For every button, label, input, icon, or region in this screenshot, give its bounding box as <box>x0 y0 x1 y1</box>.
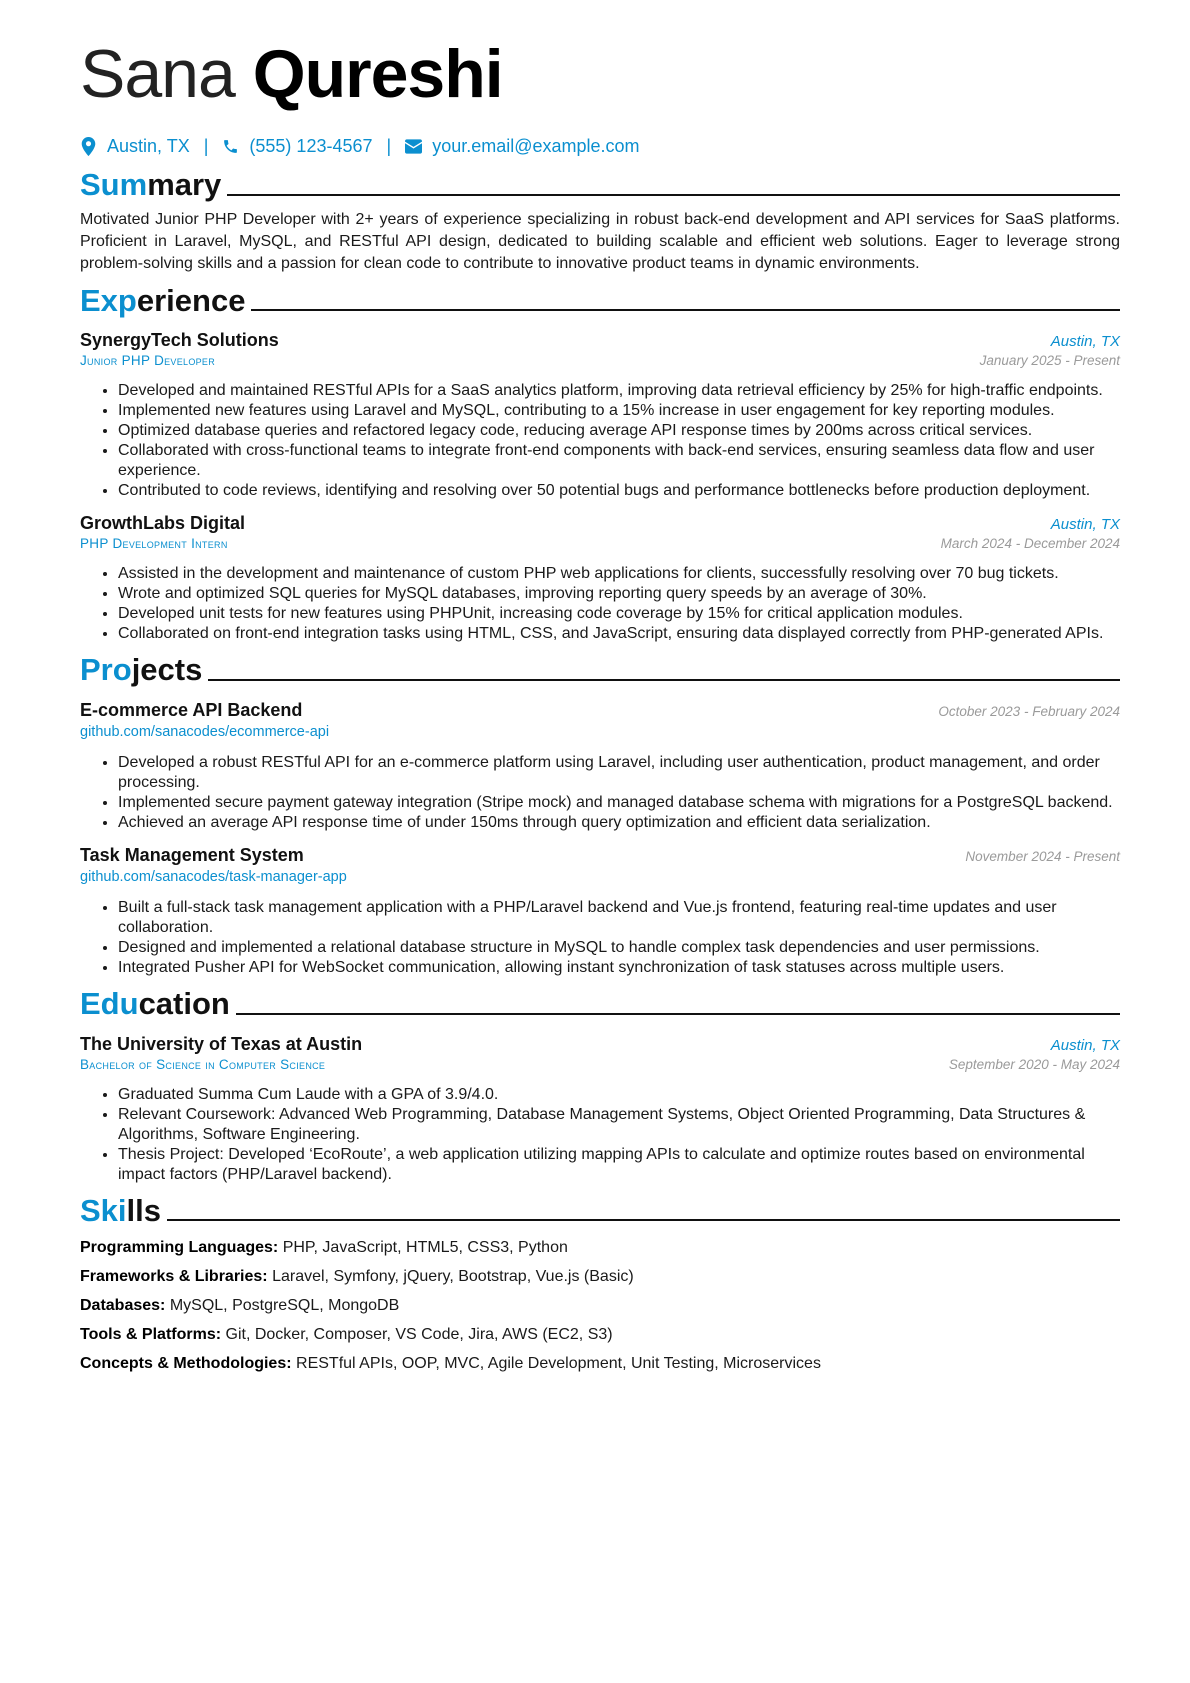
job-role: PHP Development Intern <box>80 536 228 552</box>
job-role: Junior PHP Developer <box>80 353 216 369</box>
summary-text: Motivated Junior PHP Developer with 2+ years of experience specializing in robust back-end development and API services for SaaS platforms. Proficient in Laravel, MySQL, and RESTful API design, dedicated to building scalable and efficient web solutions. Eager to leverage strong problem-solving skills and a passion for clean code to contribute to innovative product teams in dynamic environments. <box>80 210 1120 272</box>
email-text: your.email@example.com <box>432 136 640 156</box>
project-title: Task Management System <box>80 844 304 865</box>
section-rule <box>167 1219 1120 1221</box>
section-title: Projects <box>80 652 203 688</box>
project-dates: November 2024 - Present <box>965 848 1120 864</box>
section-rule <box>251 309 1120 311</box>
project-link[interactable]: github.com/sanacodes/ecommerce-api <box>80 723 330 740</box>
experience-entry <box>80 513 1120 644</box>
list-item: • Developed a robust RESTful API for an e-commerce platform using Laravel, including user authentication, product management, and order processing. <box>118 753 1120 793</box>
bullet-list <box>80 381 1120 501</box>
bullet-list <box>80 753 1120 833</box>
bullet-list <box>80 898 1120 978</box>
phone-icon <box>222 137 239 156</box>
list-item: • Collaborated on front-end integration tasks using HTML, CSS, and JavaScript, ensuring data displayed correctly from PHP-generated APIs. <box>118 624 1120 644</box>
section-title: Experience <box>80 282 246 318</box>
section-title: Skills <box>80 1192 161 1228</box>
contact-bar <box>80 136 1120 157</box>
skill-row <box>80 1326 1120 1344</box>
skill-value: RESTful APIs, OOP, MVC, Agile Development, Unit Testing, Microservices <box>296 1355 821 1373</box>
first-name: Sana <box>80 36 235 112</box>
last-name: Qureshi <box>252 36 503 112</box>
project-entry <box>80 700 1120 833</box>
job-location: Austin, TX <box>1050 516 1120 534</box>
section-title: Education <box>80 985 230 1021</box>
skill-label: Frameworks & Libraries: <box>80 1268 268 1286</box>
list-item: • Relevant Coursework: Advanced Web Programming, Database Management Systems, Object Oriented Programming, Data Structures & Algorithms, Software Engineering. <box>118 1105 1120 1145</box>
contact-separator: | <box>203 136 209 156</box>
skill-value: Git, Docker, Composer, VS Code, Jira, AWS (EC2, S3) <box>225 1326 613 1344</box>
skill-row <box>80 1297 1120 1315</box>
bullet-list <box>80 1085 1120 1185</box>
list-item: • Thesis Project: Developed ‘EcoRoute’, a web application utilizing mapping APIs to calculate and optimize routes based on environmental impact factors (PHP/Laravel backend). <box>118 1145 1120 1185</box>
section-rule <box>208 679 1120 681</box>
company-name: SynergyTech Solutions <box>80 330 279 351</box>
list-item: • Collaborated with cross-functional teams to integrate front-end components with back-end services, ensuring seamless data flow and user experience. <box>118 441 1120 481</box>
phone-contact[interactable] <box>222 136 372 157</box>
email-contact[interactable] <box>405 136 639 157</box>
skill-label: Tools & Platforms: <box>80 1326 222 1344</box>
education-dates: September 2020 - May 2024 <box>948 1056 1120 1072</box>
list-item: • Integrated Pusher API for WebSocket communication, allowing instant synchronization of task statuses across multiple users. <box>118 958 1120 978</box>
job-dates: January 2025 - Present <box>979 353 1120 369</box>
project-link[interactable]: github.com/sanacodes/task-manager-app <box>80 868 347 885</box>
list-item: • Designed and implemented a relational database structure in MySQL to handle complex task dependencies and user permissions. <box>118 938 1120 958</box>
education-heading <box>80 986 1120 1022</box>
envelope-icon <box>405 137 422 156</box>
skill-row <box>80 1268 1120 1286</box>
skill-value: PHP, JavaScript, HTML5, CSS3, Python <box>282 1239 568 1257</box>
list-item: • Optimized database queries and refactored legacy code, reducing average API response times by 200ms across critical services. <box>118 421 1120 441</box>
skill-value: MySQL, PostgreSQL, MongoDB <box>169 1297 400 1315</box>
candidate-name <box>80 36 1120 112</box>
school-location: Austin, TX <box>1050 1036 1120 1054</box>
bullet-list <box>80 564 1120 644</box>
project-dates: October 2023 - February 2024 <box>938 703 1120 719</box>
list-item: • Contributed to code reviews, identifying and resolving over 50 potential bugs and performance bottlenecks before production deployment. <box>118 481 1120 501</box>
list-item: • Achieved an average API response time of under 150ms through query optimization and efficient data serialization. <box>118 813 1120 833</box>
experience-entry <box>80 330 1120 501</box>
experience-heading <box>80 283 1120 319</box>
contact-separator: | <box>386 136 392 156</box>
projects-heading <box>80 652 1120 688</box>
degree: Bachelor of Science in Computer Science <box>80 1056 326 1072</box>
summary-heading <box>80 167 1120 203</box>
map-marker-icon <box>80 137 97 156</box>
project-title: E-commerce API Backend <box>80 699 303 720</box>
list-item: • Assisted in the development and maintenance of custom PHP web applications for clients, successfully resolving over 70 bug tickets. <box>118 564 1120 584</box>
skill-row <box>80 1239 1120 1257</box>
skill-label: Programming Languages: <box>80 1239 279 1257</box>
skill-label: Databases: <box>80 1297 166 1315</box>
section-rule <box>236 1013 1120 1015</box>
skill-label: Concepts & Methodologies: <box>80 1355 292 1373</box>
project-entry <box>80 845 1120 978</box>
company-name: GrowthLabs Digital <box>80 513 246 534</box>
list-item: • Built a full-stack task management application with a PHP/Laravel backend and Vue.js frontend, featuring real-time updates and user collaboration. <box>118 898 1120 938</box>
list-item: • Implemented new features using Laravel and MySQL, contributing to a 15% increase in user engagement for key reporting modules. <box>118 401 1120 421</box>
list-item: • Wrote and optimized SQL queries for MySQL databases, improving reporting query speeds by an average of 30%. <box>118 584 1120 604</box>
education-entry <box>80 1034 1120 1185</box>
job-dates: March 2024 - December 2024 <box>940 536 1120 552</box>
list-item: • Graduated Summa Cum Laude with a GPA of 3.9/4.0. <box>118 1085 1120 1105</box>
list-item: • Implemented secure payment gateway integration (Stripe mock) and managed database schema with migrations for a PostgreSQL backend. <box>118 793 1120 813</box>
phone-text: (555) 123-4567 <box>249 136 373 156</box>
location-text: Austin, TX <box>107 136 190 156</box>
school-name: The University of Texas at Austin <box>80 1033 363 1054</box>
job-location: Austin, TX <box>1050 333 1120 351</box>
skill-value: Laravel, Symfony, jQuery, Bootstrap, Vue.js (Basic) <box>272 1268 634 1286</box>
list-item: • Developed and maintained RESTful APIs for a SaaS analytics platform, improving data retrieval efficiency by 25% for high-traffic endpoints. <box>118 381 1120 401</box>
location-contact <box>80 136 190 157</box>
skills-heading <box>80 1193 1120 1229</box>
section-rule <box>227 194 1120 196</box>
skill-row <box>80 1355 1120 1373</box>
section-title: Summary <box>80 167 222 202</box>
list-item: • Developed unit tests for new features using PHPUnit, increasing code coverage by 15% for critical application modules. <box>118 604 1120 624</box>
